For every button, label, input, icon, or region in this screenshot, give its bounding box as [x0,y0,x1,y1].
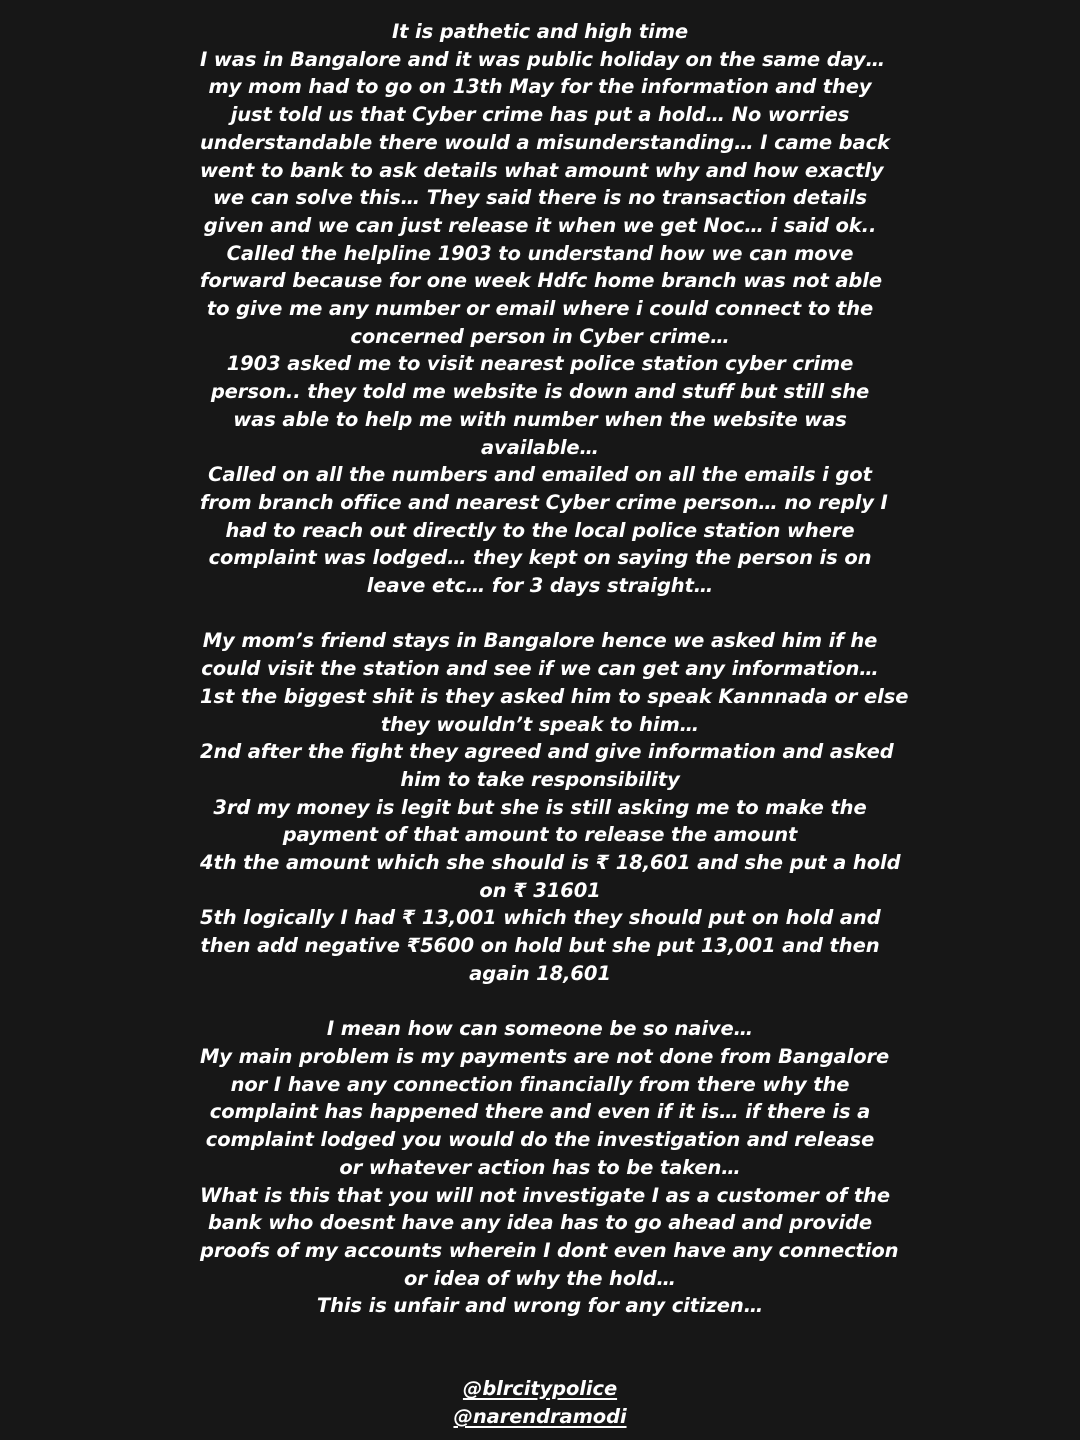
text-line: to give me any number or email where i could connect to the [206,297,874,321]
text-line: was able to help me with number when the website was [233,407,847,431]
text-line: again 18,601 [469,961,611,985]
text-line: 1903 asked me to visit nearest police station cyber crime [226,352,854,376]
text-line: I mean how can someone be so naive… [326,1017,754,1041]
text-line: him to take responsibility [400,767,680,791]
text-line: complaint lodged you would do the investigation and release [205,1128,875,1152]
paragraph-2 [200,627,909,987]
text-line: Called the helpline 1903 to understand how we can move [226,241,854,265]
text-line: or idea of why the hold… [404,1266,676,1290]
text-line: could visit the station and see if we can get any information… [201,657,879,681]
text-line: given and we can just release it when we get Noc… i said ok.. [203,213,877,237]
text-line: my mom had to go on 13th May for the information and they [208,75,872,99]
text-line: person.. they told me website is down and stuff but still she [210,380,870,404]
text-line: had to reach out directly to the local police station where [225,518,855,542]
story-text [0,18,1080,1440]
text-line: we can solve this… They said there is no transaction details [213,186,867,210]
text-line: from branch office and nearest Cyber crime person… no reply I [200,490,888,514]
text-line: concerned person in Cyber crime… [350,324,730,348]
text-line: My mom’s friend stays in Bangalore hence we asked him if he [202,629,878,653]
paragraph-gap [200,600,880,628]
text-line: forward because for one week Hdfc home branch was not able [200,269,882,293]
mention-narendramodi[interactable]: @narendramodi [453,1404,627,1428]
text-line: complaint has happened there and even if it is… if there is a [209,1100,871,1124]
paragraph-gap [200,988,880,1016]
paragraph-gap [200,1320,880,1375]
text-line: nor I have any connection financially from there why the [230,1072,850,1096]
text-line: 3rd my money is legit but she is still asking me to make the [213,795,867,819]
text-line: or whatever action has to be taken… [339,1155,741,1179]
text-line: on ₹ 31601 [479,878,601,902]
text-line: proofs of my accounts wherein I dont even have any connection [200,1238,899,1262]
text-line: I was in Bangalore and it was public holiday on the same day… [200,47,886,71]
mention-blrcitypolice[interactable]: @blrcitypolice [462,1377,618,1401]
text-line: then add negative ₹5600 on hold but she put 13,001 and then [200,934,880,958]
text-line: available… [481,435,599,459]
paragraph-1 [200,18,890,600]
text-line: complaint was lodged… they kept on saying the person is on [208,546,872,570]
text-line: went to bank to ask details what amount why and how exactly [200,158,884,182]
text-line: payment of that amount to release the amount [282,823,798,847]
text-line: This is unfair and wrong for any citizen… [316,1294,764,1318]
text-line: 2nd after the fight they agreed and give information and asked [200,740,894,764]
text-line: just told us that Cyber crime has put a hold… No worries [230,103,850,127]
text-line: What is this that you will not investigate I as a customer of the [200,1183,890,1207]
text-line: bank who doesnt have any idea has to go ahead and provide [207,1211,873,1235]
text-line: they wouldn’t speak to him… [380,712,700,736]
text-line: leave etc… for 3 days straight… [366,574,714,598]
text-line: My main problem is my payments are not done from Bangalore [200,1044,890,1068]
text-line: 1st the biggest shit is they asked him to speak Kannnada or else [200,684,909,708]
text-line: Called on all the numbers and emailed on all the emails i got [208,463,872,487]
text-line: 4th the amount which she should is ₹ 18,601 and she put a hold [200,851,901,875]
paragraph-3 [200,1015,899,1320]
text-line: It is pathetic and high time [391,20,689,43]
mentions [200,1375,880,1430]
text-line: 5th logically I had ₹ 13,001 which they should put on hold and [200,906,881,930]
text-line: understandable there would a misunderstanding… I came back [200,130,890,154]
